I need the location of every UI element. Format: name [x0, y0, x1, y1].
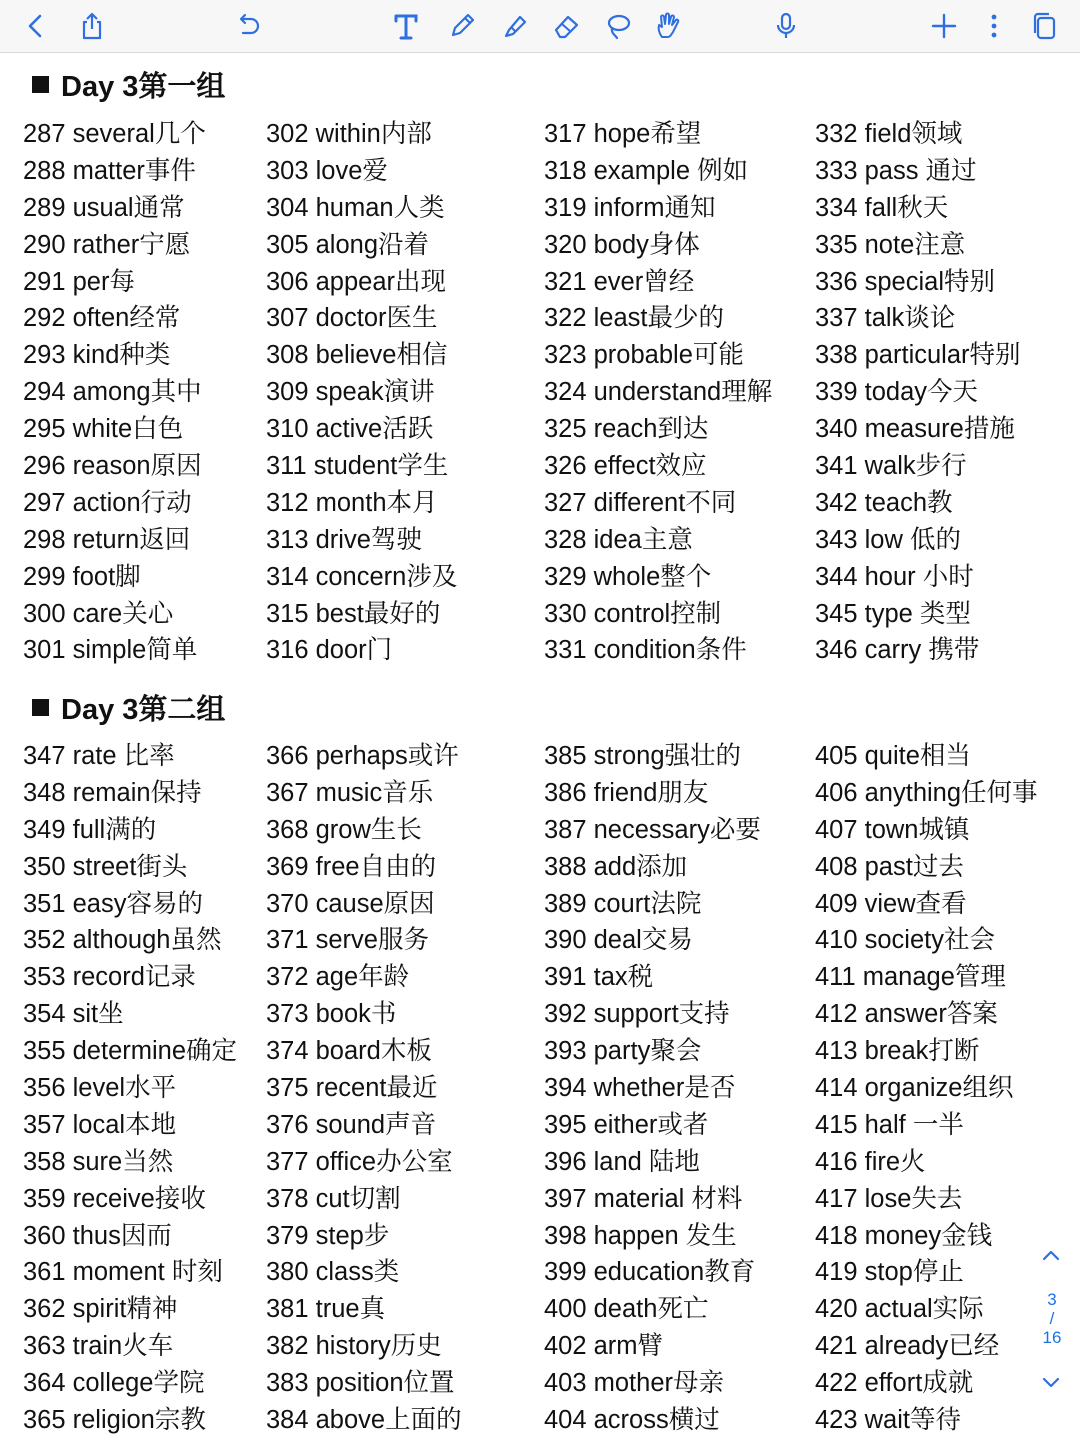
vocab-entry: 325 reach到达	[544, 415, 709, 444]
lasso-icon[interactable]	[596, 4, 640, 48]
total-pages: 16	[1042, 1328, 1062, 1347]
vocab-entry: 352 although虽然	[23, 926, 222, 955]
vocab-entry: 409 view查看	[815, 889, 967, 918]
vocab-entry: 388 add添加	[544, 852, 688, 881]
word-column	[23, 116, 206, 669]
word-column	[815, 116, 1021, 669]
vocab-entry: 383 position位置	[266, 1369, 455, 1398]
more-icon[interactable]	[972, 4, 1016, 48]
vocab-entry: 301 simple简单	[23, 636, 198, 665]
vocab-entry: 358 sure当然	[23, 1147, 174, 1176]
vocab-entry: 391 tax税	[544, 963, 654, 992]
vocab-entry: 382 history历史	[266, 1332, 442, 1361]
vocab-entry: 343 low 低的	[815, 525, 961, 554]
current-page: 3	[1047, 1290, 1057, 1309]
vocab-entry: 418 money金钱	[815, 1221, 993, 1250]
vocab-entry: 362 spirit精神	[23, 1295, 178, 1324]
vocab-entry: 316 door门	[266, 636, 393, 665]
vocab-entry: 374 board木板	[266, 1037, 432, 1066]
vocab-entry: 313 drive驾驶	[266, 525, 422, 554]
vocab-entry: 385 strong强壮的	[544, 742, 742, 770]
vocab-entry: 327 different不同	[544, 488, 737, 517]
vocab-entry: 400 death死亡	[544, 1295, 709, 1324]
bullet-square-icon	[32, 699, 49, 716]
highlighter-icon[interactable]	[492, 4, 536, 48]
vocab-entry: 371 serve服务	[266, 926, 429, 955]
vocab-entry: 298 return返回	[23, 525, 191, 554]
vocab-entry: 305 along沿着	[266, 230, 430, 259]
vocab-entry: 290 rather宁愿	[23, 230, 191, 259]
vocab-entry: 318 example 例如	[544, 156, 749, 185]
vocab-entry: 348 remain保持	[23, 778, 202, 807]
vocab-entry: 355 determine确定	[23, 1037, 238, 1066]
vocab-entry: 408 past过去	[815, 852, 964, 881]
vocab-entry: 381 true真	[266, 1295, 386, 1324]
page-separator: /	[1049, 1309, 1055, 1328]
vocab-entry: 353 record记录	[23, 963, 196, 992]
vocab-entry: 420 actual实际	[815, 1295, 984, 1324]
microphone-icon[interactable]	[764, 4, 808, 48]
vocab-entry: 342 teach教	[815, 488, 953, 517]
vocab-entry: 395 either或者	[544, 1110, 709, 1139]
vocab-entry: 363 train火车	[23, 1332, 174, 1361]
vocab-entry: 320 body身体	[544, 230, 700, 259]
vocab-entry: 403 mother母亲	[544, 1369, 724, 1398]
vocab-entry: 308 believe相信	[266, 341, 448, 370]
vocab-entry: 295 white白色	[23, 415, 184, 444]
vocab-entry: 338 particular特别	[815, 341, 1021, 370]
word-column	[266, 116, 457, 669]
vocab-entry: 334 fall秋天	[815, 193, 949, 222]
vocab-entry: 414 organize组织	[815, 1074, 1014, 1103]
vocab-entry: 339 today今天	[815, 378, 979, 407]
vocab-entry: 311 student学生	[266, 452, 449, 481]
vocab-entry: 413 break打断	[815, 1037, 980, 1066]
vocab-entry: 373 book书	[266, 1000, 397, 1029]
vocab-entry: 379 step步	[266, 1221, 390, 1250]
vocab-entry: 415 half 一半	[815, 1110, 964, 1139]
vocab-entry: 410 society社会	[815, 926, 995, 955]
vocab-entry: 287 several几个	[23, 120, 206, 148]
section-title-text: Day 3第二组	[61, 694, 226, 726]
vocab-entry: 314 concern涉及	[266, 562, 458, 591]
word-column	[544, 738, 761, 1439]
vocab-entry: 387 necessary必要	[544, 815, 761, 844]
page-navigator	[1024, 1230, 1080, 1400]
pages-icon[interactable]	[1022, 4, 1066, 48]
section-title-text: Day 3第一组	[61, 71, 226, 103]
word-column	[23, 738, 237, 1439]
vocab-entry: 307 doctor医生	[266, 304, 438, 333]
back-icon[interactable]	[14, 4, 58, 48]
vocab-entry: 405 quite相当	[815, 742, 971, 770]
vocab-entry: 344 hour 小时	[815, 562, 974, 591]
vocab-entry: 317 hope希望	[544, 120, 702, 148]
section-title-day3-group2	[32, 687, 225, 728]
vocab-entry: 312 month本月	[266, 488, 438, 517]
vocab-entry: 346 carry 携带	[815, 636, 980, 665]
vocab-entry: 393 party聚会	[544, 1037, 702, 1066]
vocab-entry: 354 sit坐	[23, 1000, 124, 1029]
vocab-entry: 416 fire火	[815, 1147, 926, 1176]
undo-icon[interactable]	[226, 4, 270, 48]
pen-icon[interactable]	[440, 4, 484, 48]
vocab-entry: 402 arm臂	[544, 1332, 664, 1361]
vocab-entry: 335 note注意	[815, 230, 966, 259]
vocab-entry: 328 idea主意	[544, 525, 693, 554]
bullet-square-icon	[32, 76, 49, 93]
vocab-entry: 309 speak演讲	[266, 378, 435, 407]
share-icon[interactable]	[70, 4, 114, 48]
vocab-entry: 323 probable可能	[544, 341, 744, 370]
text-tool-icon[interactable]	[384, 4, 428, 48]
vocab-entry: 351 easy容易的	[23, 889, 203, 918]
vocab-entry: 390 deal交易	[544, 926, 693, 955]
vocab-entry: 291 per每	[23, 267, 135, 296]
vocab-entry: 288 matter事件	[23, 156, 196, 185]
eraser-icon[interactable]	[544, 4, 588, 48]
vocab-entry: 392 support支持	[544, 1000, 730, 1029]
hand-tool-icon[interactable]	[646, 4, 690, 48]
vocab-entry: 367 music音乐	[266, 778, 434, 807]
vocab-entry: 407 town城镇	[815, 815, 970, 844]
vocab-entry: 360 thus因而	[23, 1221, 172, 1250]
vocab-entry: 369 free自由的	[266, 852, 437, 881]
vocab-entry: 294 among其中	[23, 378, 202, 407]
vocab-entry: 322 least最少的	[544, 304, 724, 333]
vocab-entry: 411 manage管理	[815, 963, 1006, 992]
vocab-entry: 337 talk谈论	[815, 304, 956, 333]
vocab-entry: 297 action行动	[23, 488, 192, 517]
vocab-entry: 303 love爱	[266, 156, 388, 185]
vocab-entry: 331 condition条件	[544, 636, 747, 665]
vocab-entry: 302 within内部	[266, 120, 432, 148]
vocab-entry: 333 pass 通过	[815, 156, 977, 185]
vocab-entry: 356 level水平	[23, 1074, 177, 1103]
vocab-entry: 336 special特别	[815, 267, 996, 296]
vocab-entry: 306 appear出现	[266, 267, 447, 296]
vocab-entry: 377 office办公室	[266, 1147, 453, 1176]
vocab-entry: 340 measure措施	[815, 415, 1015, 444]
vocab-entry: 375 recent最近	[266, 1074, 438, 1103]
vocab-entry: 397 material 材料	[544, 1184, 743, 1213]
vocab-entry: 292 often经常	[23, 304, 181, 333]
vocab-entry: 396 land 陆地	[544, 1147, 700, 1176]
word-column	[815, 738, 1038, 1439]
word-column	[544, 116, 772, 669]
vocab-entry: 324 understand理解	[544, 378, 773, 407]
vocab-entry: 421 already已经	[815, 1332, 1000, 1361]
vocab-entry: 293 kind种类	[23, 341, 171, 370]
vocab-entry: 406 anything任何事	[815, 778, 1038, 807]
vocab-entry: 359 receive接收	[23, 1184, 206, 1213]
vocab-entry: 319 inform通知	[544, 193, 716, 222]
vocab-entry: 412 answer答案	[815, 1000, 998, 1029]
add-icon[interactable]	[922, 4, 966, 48]
vocab-entry: 350 street街头	[23, 852, 188, 881]
vocab-entry: 357 local本地	[23, 1110, 177, 1139]
chevron-up-icon[interactable]	[1036, 1240, 1066, 1270]
vocab-entry: 398 happen 发生	[544, 1221, 737, 1250]
vocab-entry: 361 moment 时刻	[23, 1258, 223, 1287]
vocab-entry: 378 cut切割	[266, 1184, 401, 1213]
vocab-entry: 419 stop停止	[815, 1258, 964, 1287]
vocab-entry: 422 effort成就	[815, 1369, 974, 1398]
vocab-entry: 394 whether是否	[544, 1074, 736, 1103]
vocab-entry: 315 best最好的	[266, 599, 441, 628]
toolbar	[0, 0, 1080, 53]
vocab-entry: 347 rate 比率	[23, 742, 175, 770]
vocab-entry: 332 field领域	[815, 120, 963, 148]
vocab-entry: 304 human人类	[266, 193, 445, 222]
vocab-entry: 368 grow生长	[266, 815, 422, 844]
vocab-entry: 310 active活跃	[266, 415, 434, 444]
vocab-entry: 300 care关心	[23, 599, 174, 628]
vocab-entry: 321 ever曾经	[544, 267, 695, 296]
vocab-entry: 423 wait等待	[815, 1406, 961, 1435]
vocab-entry: 386 friend朋友	[544, 778, 709, 807]
vocab-entry: 296 reason原因	[23, 452, 202, 481]
vocab-entry: 345 type 类型	[815, 599, 971, 628]
vocab-entry: 364 college学院	[23, 1369, 205, 1398]
vocab-entry: 329 whole整个	[544, 562, 712, 591]
vocab-entry: 299 foot脚	[23, 562, 141, 591]
vocab-entry: 365 religion宗教	[23, 1406, 206, 1435]
vocab-entry: 326 effect效应	[544, 452, 707, 481]
vocab-entry: 370 cause原因	[266, 889, 435, 918]
vocab-entry: 366 perhaps或许	[266, 742, 459, 770]
vocab-entry: 404 across横过	[544, 1406, 720, 1435]
vocab-entry: 376 sound声音	[266, 1110, 437, 1139]
vocab-entry: 341 walk步行	[815, 452, 967, 481]
vocab-entry: 330 control控制	[544, 599, 722, 628]
vocab-entry: 289 usual通常	[23, 193, 185, 222]
vocab-entry: 372 age年龄	[266, 963, 410, 992]
chevron-down-icon[interactable]	[1036, 1368, 1066, 1398]
word-column	[266, 738, 462, 1439]
vocab-entry: 399 education教育	[544, 1258, 756, 1287]
vocab-entry: 349 full满的	[23, 815, 157, 844]
vocab-entry: 389 court法院	[544, 889, 702, 918]
section-title-day3-group1	[32, 64, 225, 105]
document-page	[0, 52, 1080, 1440]
vocab-entry: 384 above上面的	[266, 1406, 462, 1435]
vocab-entry: 417 lose失去	[815, 1184, 963, 1213]
vocab-entry: 380 class类	[266, 1258, 400, 1287]
